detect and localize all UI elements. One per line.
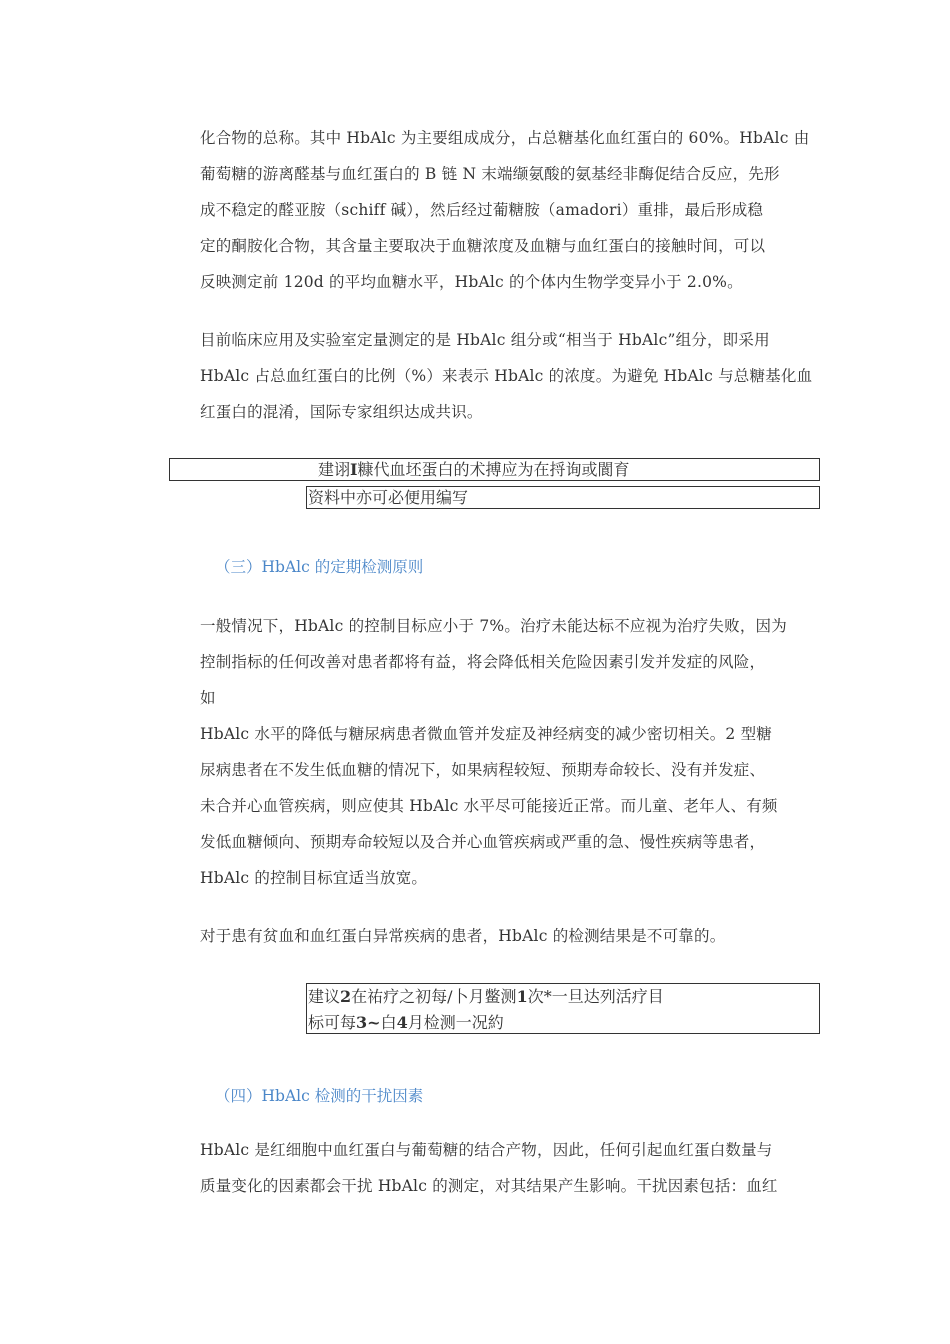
text-line: 尿病患者在不发生低血糖的情况下，如果病程较短、预期寿命较长、没有并发症、 [200, 761, 766, 779]
rec2-text: 白 [380, 1013, 397, 1032]
text-line: 化合物的总称。其中 HbAlc 为主要组成成分，占总糖基化血红蛋白的 60%。HbAlc 由 [200, 129, 810, 147]
rec2-text: 月检测一况約 [407, 1013, 504, 1032]
recommendation-box-1-row1 [169, 458, 820, 481]
text-line: HbAlc 的控制目标宜适当放宽。 [200, 869, 428, 887]
text-line: 葡萄糖的游离醛基与血红蛋白的 B 链 N 末端缬氨酸的氨基经非酶促结合反应，先形 [200, 165, 780, 183]
rec1-number: I [350, 460, 358, 479]
text-line: HbAlc 是红细胞中血红蛋白与葡萄糖的结合产物，因此，任何引起血红蛋白数量与 [200, 1141, 773, 1159]
rec2-number: 4 [396, 1013, 408, 1032]
rec2-number: 2 [340, 987, 352, 1006]
recommendation-box-1-row2 [306, 486, 820, 509]
rec1-text: 糠代血坯蛋白的术搏应为在捋询或閬育 [357, 460, 630, 479]
recommendation-1-line2: 资料中亦可必便用编写 [308, 488, 469, 507]
text-line: 质量变化的因素都会干扰 HbAlc 的测定，对其结果产生影响。干扰因素包括：血红 [200, 1177, 778, 1195]
text-line: 红蛋白的混淆，国际专家组织达成共识。 [200, 403, 483, 421]
rec2-text: 建议 [308, 987, 341, 1006]
rec2-text: 次*一旦达列活疗目 [527, 987, 664, 1006]
text-line: HbAlc 占总血红蛋白的比例（%）来表示 HbAlc 的浓度。为避免 HbAlc 与总糖基化血 [200, 367, 813, 385]
text-line: 一般情况下，HbAlc 的控制目标应小于 7%。治疗未能达标不应视为治疗失败，因为 [200, 617, 787, 635]
rec2-number: 3~ [356, 1013, 381, 1032]
text-line: 控制指标的任何改善对患者都将有益，将会降低相关危险因素引发并发症的风险， [200, 653, 766, 671]
rec2-number: 1 [516, 987, 528, 1006]
section-heading-interference-factors: （四）HbAlc 检测的干扰因素 [215, 1087, 424, 1105]
recommendation-2-line1 [308, 987, 664, 1007]
rec2-text: 标可每 [308, 1013, 357, 1032]
section-heading-periodic-testing: （三）HbAlc 的定期检测原则 [215, 558, 424, 576]
recommendation-1-line1 [318, 460, 630, 480]
text-line: 反映测定前 120d 的平均血糖水平，HbAlc 的个体内生物学变异小于 2.0%。 [200, 273, 743, 291]
text-line: 成不稳定的醛亚胺（schiff 碱），然后经过葡糖胺（amadori）重排，最后形成稳 [200, 201, 764, 219]
text-line: 未合并心血管疾病，则应使其 HbAlc 水平尽可能接近正常。而儿童、老年人、有频 [200, 797, 778, 815]
recommendation-2-line2 [308, 1013, 504, 1033]
recommendation-box-2 [306, 983, 820, 1034]
text-line: 目前临床应用及实验室定量测定的是 HbAlc 组分或“相当于 HbAlc”组分，即采用 [200, 331, 770, 349]
text-line: 如 [200, 689, 216, 707]
text-line: 发低血糖倾向、预期寿命较短以及合并心血管疾病或严重的急、慢性疾病等患者， [200, 833, 766, 851]
rec1-text: 建诩 [318, 460, 351, 479]
text-line: 定的酮胺化合物，其含量主要取决于血糖浓度及血糖与血红蛋白的接触时间，可以 [200, 237, 766, 255]
text-line: HbAlc 水平的降低与糖尿病患者微血管并发症及神经病变的减少密切相关。2 型糖 [200, 725, 772, 743]
rec2-text: 在祐疗之初每/卜月鳖测 [351, 987, 517, 1006]
paragraph-anemia-note: 对于患有贫血和血红蛋白异常疾病的患者，HbAlc 的检测结果是不可靠的。 [200, 927, 726, 945]
